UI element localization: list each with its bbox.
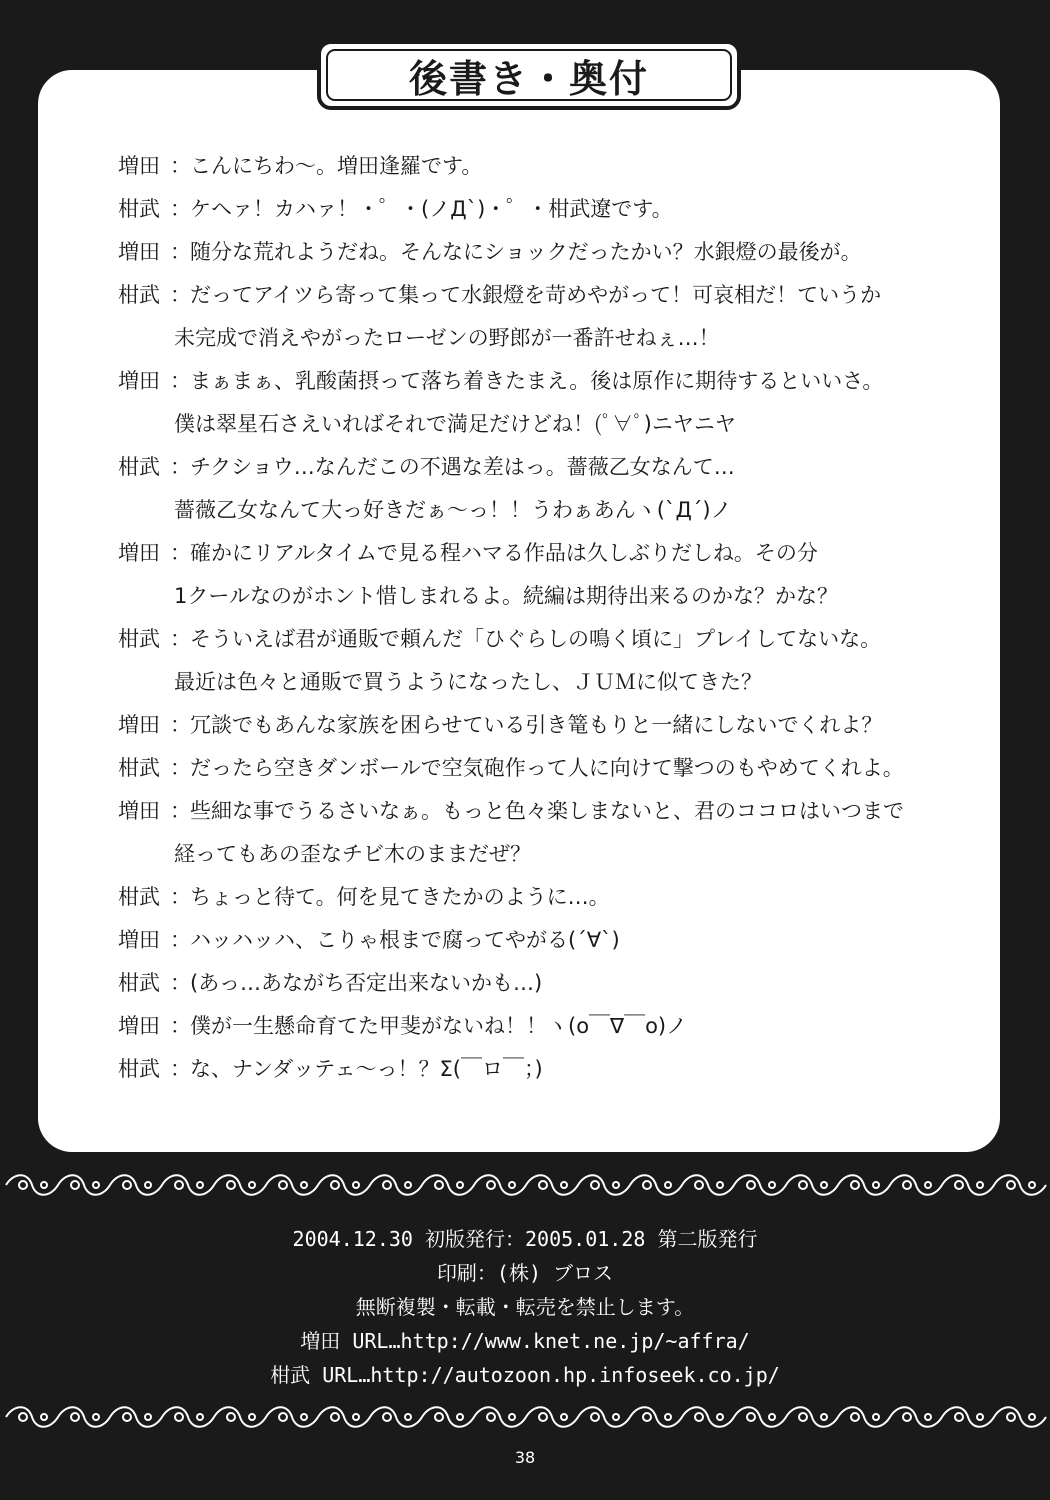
- speaker-colon: ：: [170, 154, 191, 178]
- dialogue-continuation: 僕は翠星石さえいればそれで満足だけどね！(ﾟ∀ﾟ)ニヤニヤ: [174, 412, 736, 436]
- dialogue-text: ケヘァ！カハァ！・゜・(ノД`)・゜・柑武遼です。: [190, 197, 673, 221]
- dialogue-text: だったら空きダンボールで空気砲作って人に向けて撃つのもやめてくれよ。: [190, 756, 904, 780]
- speaker-name: 増田: [118, 369, 160, 393]
- dialogue-list: [118, 150, 978, 1096]
- speaker-name: 柑武: [118, 283, 160, 307]
- dialogue-line: [118, 365, 978, 397]
- speaker-name: 増田: [118, 240, 160, 264]
- speaker-colon: ：: [170, 885, 191, 909]
- dialogue-line: [118, 795, 978, 827]
- dialogue-line: [118, 279, 978, 311]
- speaker-name: 増田: [118, 1014, 160, 1038]
- speaker-colon: ：: [170, 627, 191, 651]
- url-masuda: 増田 URL…http://www.knet.ne.jp/~affra/: [300, 1329, 750, 1353]
- speaker-colon: ：: [170, 369, 191, 393]
- speaker-name: 柑武: [118, 197, 160, 221]
- colophon: [0, 1222, 1050, 1392]
- dialogue-text: 確かにリアルタイムで見る程ハマる作品は久しぶりだしね。その分: [190, 541, 818, 565]
- speaker-name: 増田: [118, 713, 160, 737]
- speaker-name: 増田: [118, 799, 160, 823]
- speaker-name: 柑武: [118, 1057, 160, 1081]
- dialogue-line: [118, 1010, 978, 1042]
- dialogue-line: [118, 967, 978, 999]
- title-plate: [317, 40, 741, 110]
- dialogue-text: ハッハッハ、こりゃ根まで腐ってやがる(´∀`): [190, 928, 620, 952]
- speaker-name: 柑武: [118, 885, 160, 909]
- ornament-divider-top: [0, 1168, 1050, 1202]
- dialogue-text: (あっ…あながち否定出来ないかも…): [190, 971, 543, 995]
- dialogue-line: [118, 623, 978, 655]
- ornament-divider-bottom: [0, 1400, 1050, 1434]
- speaker-colon: ：: [170, 799, 191, 823]
- dialogue-text: こんにちわ〜。増田逢羅です。: [190, 154, 483, 178]
- dialogue-line: [118, 236, 978, 268]
- speaker-colon: ：: [170, 240, 191, 264]
- dialogue-text: チクショウ…なんだこの不遇な差はっ。薔薇乙女なんて…: [190, 455, 735, 479]
- speaker-name: 柑武: [118, 971, 160, 995]
- speaker-colon: ：: [170, 455, 191, 479]
- dialogue-line: [118, 881, 978, 913]
- dialogue-text: 冗談でもあんな家族を困らせている引き篭もりと一緒にしないでくれよ？: [190, 713, 883, 737]
- speaker-name: 柑武: [118, 455, 160, 479]
- dialogue-text: ちょっと待て。何を見てきたかのように…。: [190, 885, 610, 909]
- dialogue-line: [118, 752, 978, 784]
- publication-dates: 2004.12.30 初版発行：2005.01.28 第二版発行: [292, 1227, 758, 1251]
- printer-credit: 印刷：(株) ブロス: [436, 1261, 614, 1285]
- speaker-colon: ：: [170, 283, 191, 307]
- dialogue-line: [118, 1053, 978, 1085]
- speaker-name: 増田: [118, 541, 160, 565]
- dialogue-text: だってアイツら寄って集って水銀燈を苛めやがって！可哀相だ！ていうか: [190, 283, 882, 307]
- dialogue-line: [118, 924, 978, 956]
- dialogue-continuation: 薔薇乙女なんて大っ好きだぁ〜っ！！うわぁあんヽ(`Д´)ノ: [174, 498, 732, 522]
- dialogue-line: [118, 451, 978, 483]
- dialogue-text: まぁまぁ、乳酸菌摂って落ち着きたまえ。後は原作に期待するといいさ。: [190, 369, 884, 393]
- dialogue-text: 些細な事でうるさいなぁ。もっと色々楽しまないと、君のココロはいつまで: [190, 799, 904, 823]
- speaker-colon: ：: [170, 541, 191, 565]
- speaker-name: 柑武: [118, 627, 160, 651]
- dialogue-line: [118, 709, 978, 741]
- dialogue-line: [118, 150, 978, 182]
- dialogue-text: 随分な荒れようだね。そんなにショックだったかい？水銀燈の最後が。: [190, 240, 862, 264]
- dialogue-continuation: 未完成で消えやがったローゼンの野郎が一番許せねぇ…！: [174, 326, 720, 350]
- url-kanbu: 柑武 URL…http://autozoon.hp.infoseek.co.jp/: [270, 1363, 780, 1387]
- speaker-colon: ：: [170, 971, 191, 995]
- speaker-colon: ：: [170, 1014, 191, 1038]
- dialogue-continuation: 経ってもあの歪なチビ木のままだぜ？: [174, 842, 531, 866]
- speaker-name: 増田: [118, 154, 160, 178]
- dialogue-text: な、ナンダッテェ〜っ！？Σ(￣ロ￣；): [190, 1057, 543, 1081]
- speaker-colon: ：: [170, 756, 191, 780]
- dialogue-continuation: 最近は色々と通販で買うようになったし、ＪＵＭに似てきた？: [174, 670, 762, 694]
- page-title: 後書き・奥付: [408, 56, 649, 101]
- speaker-colon: ：: [170, 713, 191, 737]
- speaker-name: 柑武: [118, 756, 160, 780]
- dialogue-line: [118, 193, 978, 225]
- speaker-colon: ：: [170, 197, 191, 221]
- copyright-notice: 無断複製・転載・転売を禁止します。: [355, 1295, 695, 1319]
- dialogue-continuation: 1クールなのがホント惜しまれるよ。続編は期待出来るのかな？かな？: [174, 584, 838, 608]
- dialogue-line: [118, 537, 978, 569]
- page-number: 38: [514, 1448, 536, 1467]
- speaker-colon: ：: [170, 1057, 191, 1081]
- dialogue-text: 僕が一生懸命育てた甲斐がないね！！ヽ(o￣∇￣o)ノ: [190, 1014, 688, 1038]
- dialogue-text: そういえば君が通販で頼んだ「ひぐらしの鳴く頃に」プレイしてないな。: [190, 627, 882, 651]
- speaker-colon: ：: [170, 928, 191, 952]
- speaker-name: 増田: [118, 928, 160, 952]
